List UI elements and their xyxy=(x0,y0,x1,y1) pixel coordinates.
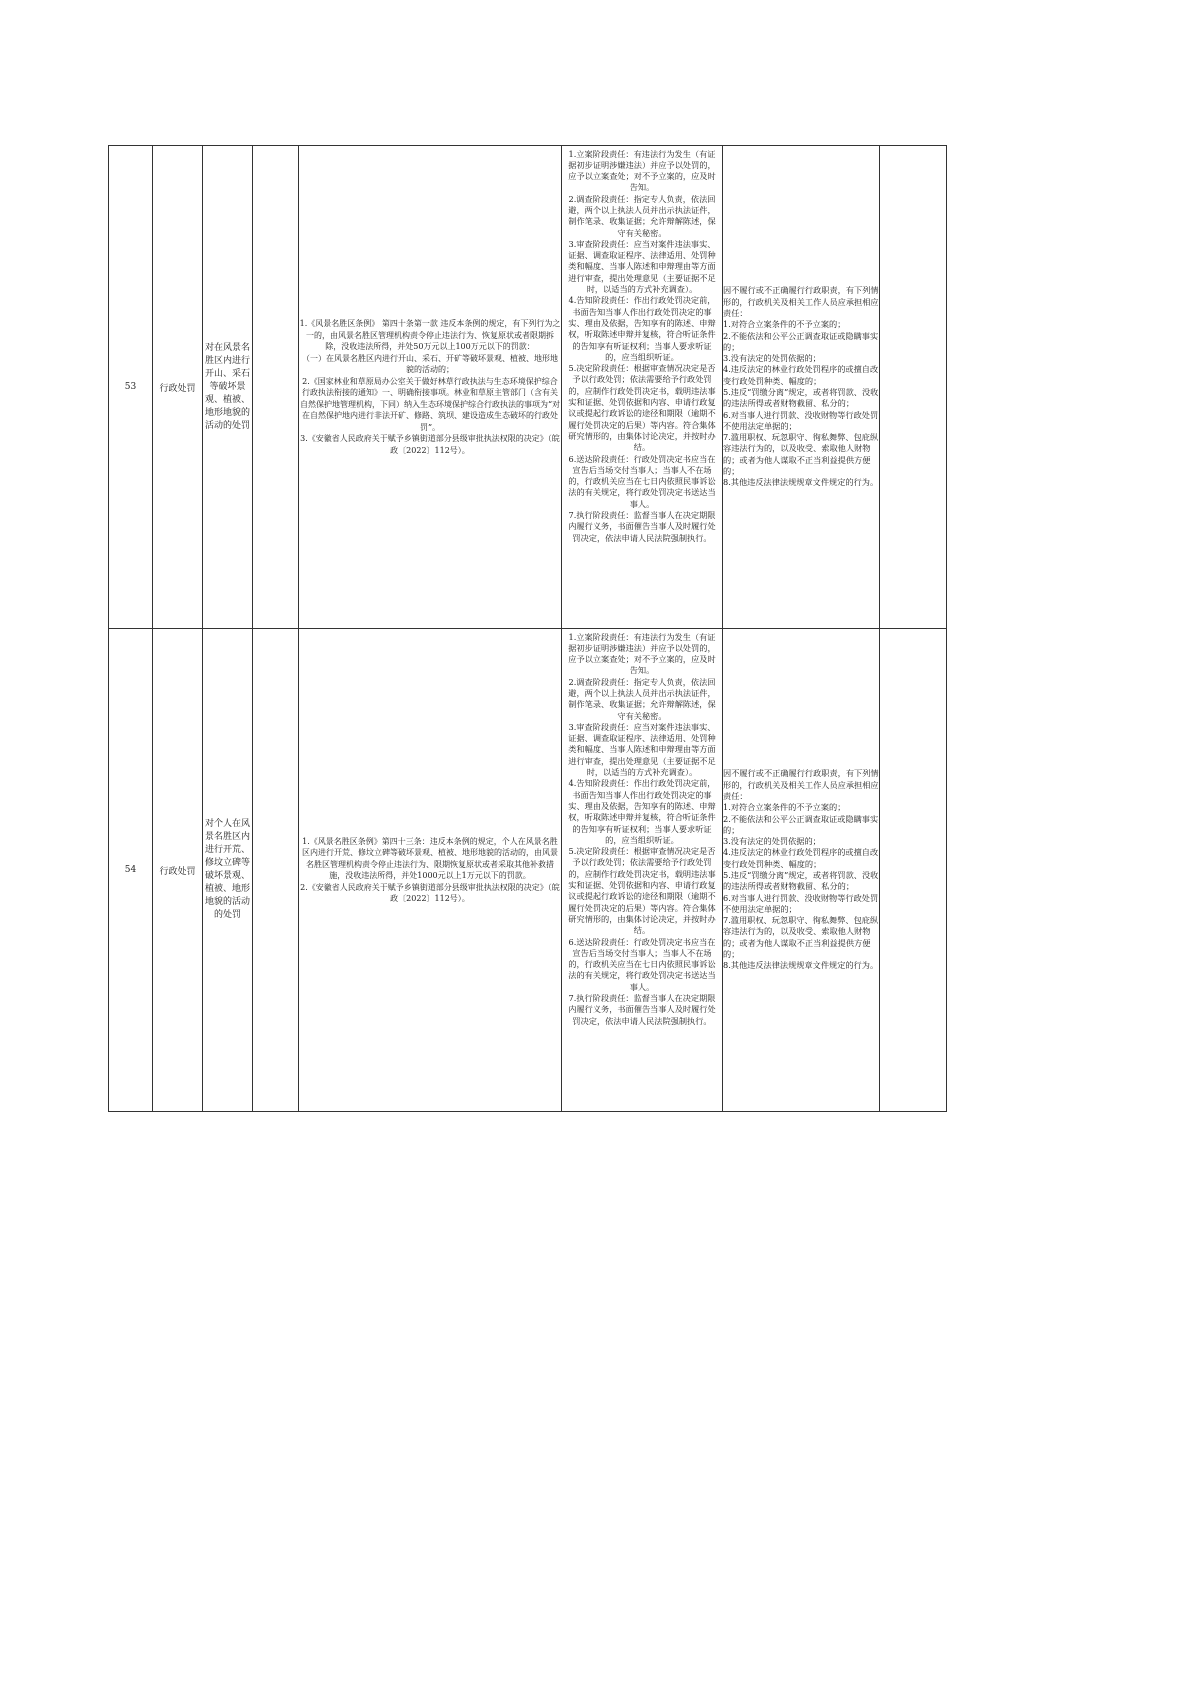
responsibility-item: 3.审查阶段责任：应当对案件违法事实、证据、调查取证程序、法律适用、处罚种类和幅度、当事人陈述和申辩理由等方面进行审查，提出处理意见（主要证据不足时，以适当的方式补充调查）。 xyxy=(568,238,716,295)
responsibility-item: 4.告知阶段责任：作出行政处罚决定前，书面告知当事人作出行政处罚决定的事实、理由及依据，告知享有的陈述、申辩权，听取陈述申辩并复核，符合听证条件的告知享有听证权利；当事人要求听证的，应当组织听证。 xyxy=(568,295,716,362)
item-name: 对在风景名胜区内进行开山、采石等破坏景观、植被、地形地貌的活动的处罚 xyxy=(203,146,253,629)
sub-item-cell xyxy=(253,146,299,629)
accountability-item: 4.违反法定的林业行政处罚程序的或擅自改变行政处罚种类、幅度的； xyxy=(723,364,879,386)
responsibility-item: 2.调查阶段责任：指定专人负责，依法回避，两个以上执法人员并出示执法证件，制作笔录、收集证据；允许辩解陈述，保守有关秘密。 xyxy=(568,193,716,238)
accountability-item: 2.不能依法和公平公正调查取证或隐瞒事实的； xyxy=(723,330,879,352)
accountability-item: 因不履行或不正确履行行政职责，有下列情形的，行政机关及相关工作人员应承担相应责任： xyxy=(723,285,879,318)
accountability-item: 5.违反“罚缴分离”规定，或者将罚款、没收的违法所得或者财物截留、私分的； xyxy=(723,387,879,409)
accountability-item: 7.滥用职权、玩忽职守、徇私舞弊、包庇纵容违法行为的，以及收受、索取他人财物的；或者为他人谋取不正当利益提供方便的； xyxy=(723,915,879,960)
responsibility-item: 5.决定阶段责任：根据审查情况决定是否予以行政处罚；依法需要给予行政处罚的，应制作行政处罚决定书，载明违法事实和证据、处罚依据和内容、申请行政复议或提起行政诉讼的途径和期限（逾期不履行处罚决定的后果）等内容。符合集体研究情形的，由集体讨论决定，并按时办结。 xyxy=(568,846,716,936)
responsibility-item: 6.送达阶段责任：行政处罚决定书应当在宣告后当场交付当事人；当事人不在场的，行政机关应当在七日内依照民事诉讼法的有关规定，将行政处罚决定书送达当事人。 xyxy=(568,936,716,992)
accountability-item: 6.对当事人进行罚款、没收财物等行政处罚不使用法定单据的； xyxy=(723,409,879,431)
accountability-item: 8.其他违反法律法规规章文件规定的行为。 xyxy=(723,477,879,488)
row-number: 54 xyxy=(109,629,153,1112)
authority-list-table xyxy=(108,145,947,1112)
table-row xyxy=(109,629,947,1112)
item-name: 对个人在风景名胜区内进行开荒、修坟立碑等破坏景观、植被、地形地貌的活动的处罚 xyxy=(203,629,253,1112)
power-category: 行政处罚 xyxy=(153,629,203,1112)
legal-basis xyxy=(299,146,562,629)
responsibility-item: 3.审查阶段责任：应当对案件违法事实、证据、调查取证程序、法律适用、处罚种类和幅度、当事人陈述和申辩理由等方面进行审查，提出处理意见（主要证据不足时，以适当的方式补充调查）。 xyxy=(568,721,716,778)
accountability-item: 3.没有法定的处罚依据的； xyxy=(723,353,821,364)
basis-paragraph: 2.《安徽省人民政府关于赋予乡镇街道部分县级审批执法权限的决定》（皖政〔2022〕112号）。 xyxy=(300,882,560,903)
basis-paragraph: 1.《风景名胜区条例》第四十三条：违反本条例的规定，个人在风景名胜区内进行开荒、修坟立碑等破坏景观、植被、地形地貌的活动的，由风景名胜区管理机构责令停止违法行为、限期恢复原状或者采取其他补救措施，没收违法所得，并处1000元以上1万元以下的罚款。 xyxy=(302,836,558,880)
accountability-cell xyxy=(723,146,880,629)
power-category: 行政处罚 xyxy=(153,146,203,629)
basis-paragraph: （一）在风景名胜区内进行开山、采石、开矿等破坏景观、植被、地形地貌的活动的； xyxy=(302,353,558,374)
basis-paragraph: 2.《国家林业和草原局办公室关于做好林草行政执法与生态环境保护综合行政执法衔接的通知》一、明确衔接事项。林业和草原主管部门（含有关自然保护地管理机构，下同）纳入生态环境保护综合行政执法的事项为“对在自然保护地内进行非法开矿、修路、筑坝、建设造成生态破坏的行政处罚”。 xyxy=(299,376,561,432)
responsibility-item: 7.执行阶段责任：监督当事人在决定期限内履行义务，书面催告当事人及时履行处罚决定，依法申请人民法院强制执行。 xyxy=(568,993,716,1026)
accountability-item: 4.违反法定的林业行政处罚程序的或擅自改变行政处罚种类、幅度的； xyxy=(723,847,879,869)
responsibility-item: 2.调查阶段责任：指定专人负责，依法回避，两个以上执法人员并出示执法证件，制作笔录、收集证据；允许辩解陈述，保守有关秘密。 xyxy=(568,676,716,721)
accountability-item: 7.滥用职权、玩忽职守、徇私舞弊、包庇纵容违法行为的，以及收受、索取他人财物的；或者为他人谋取不正当利益提供方便的； xyxy=(723,432,879,477)
responsibility-item: 4.告知阶段责任：作出行政处罚决定前，书面告知当事人作出行政处罚决定的事实、理由及依据，告知享有的陈述、申辩权，听取陈述申辩并复核，符合听证条件的告知享有听证权利；当事人要求听证的，应当组织听证。 xyxy=(568,778,716,845)
table-row xyxy=(109,146,947,629)
responsibility-item: 1.立案阶段责任：有违法行为发生（有证据初步证明涉嫌违法）并应予以处罚的，应予以立案查处；对不予立案的，应及时告知。 xyxy=(568,631,716,676)
accountability-item: 5.违反“罚缴分离”规定，或者将罚款、没收的违法所得或者财物截留、私分的； xyxy=(723,870,879,892)
responsibility-item: 5.决定阶段责任：根据审查情况决定是否予以行政处罚；依法需要给予行政处罚的，应制作行政处罚决定书，载明违法事实和证据、处罚依据和内容、申请行政复议或提起行政诉讼的途径和期限（逾期不履行处罚决定的后果）等内容。符合集体研究情形的，由集体讨论决定，并按时办结。 xyxy=(568,363,716,453)
accountability-item: 3.没有法定的处罚依据的； xyxy=(723,836,821,847)
legal-basis xyxy=(299,629,562,1112)
sub-item-cell xyxy=(253,629,299,1112)
responsibility-cell xyxy=(562,629,723,1112)
basis-paragraph: 1.《风景名胜区条例》 第四十条第一款 违反本条例的规定，有下列行为之一的，由风景名胜区管理机构责令停止违法行为、恢复原状或者限期拆除，没收违法所得，并处50万元以上100万元以下的罚款： xyxy=(299,319,561,351)
responsibility-list xyxy=(562,631,722,1110)
accountability-item: 1.对符合立案条件的不予立案的； xyxy=(723,319,846,330)
responsibility-item: 6.送达阶段责任：行政处罚决定书应当在宣告后当场交付当事人；当事人不在场的，行政机关应当在七日内依照民事诉讼法的有关规定，将行政处罚决定书送达当事人。 xyxy=(568,453,716,509)
responsibility-cell xyxy=(562,146,723,629)
accountability-item: 8.其他违反法律法规规章文件规定的行为。 xyxy=(723,960,879,971)
remarks-cell xyxy=(880,146,947,629)
responsibility-item: 7.执行阶段责任：监督当事人在决定期限内履行义务，书面催告当事人及时履行处罚决定，依法申请人民法院强制执行。 xyxy=(568,510,716,543)
accountability-item: 因不履行或不正确履行行政职责，有下列情形的，行政机关及相关工作人员应承担相应责任： xyxy=(723,768,879,801)
basis-paragraph: 3.《安徽省人民政府关于赋予乡镇街道部分县级审批执法权限的决定》（皖政〔2022〕112号）。 xyxy=(300,434,560,455)
accountability-item: 2.不能依法和公平公正调查取证或隐瞒事实的； xyxy=(723,813,879,835)
accountability-item: 1.对符合立案条件的不予立案的； xyxy=(723,802,846,813)
accountability-item: 6.对当事人进行罚款、没收财物等行政处罚不使用法定单据的； xyxy=(723,892,879,914)
responsibility-item: 1.立案阶段责任：有违法行为发生（有证据初步证明涉嫌违法）并应予以处罚的，应予以立案查处；对不予立案的，应及时告知。 xyxy=(568,148,716,193)
remarks-cell xyxy=(880,629,947,1112)
responsibility-list xyxy=(562,148,722,627)
accountability-cell xyxy=(723,629,880,1112)
row-number: 53 xyxy=(109,146,153,629)
